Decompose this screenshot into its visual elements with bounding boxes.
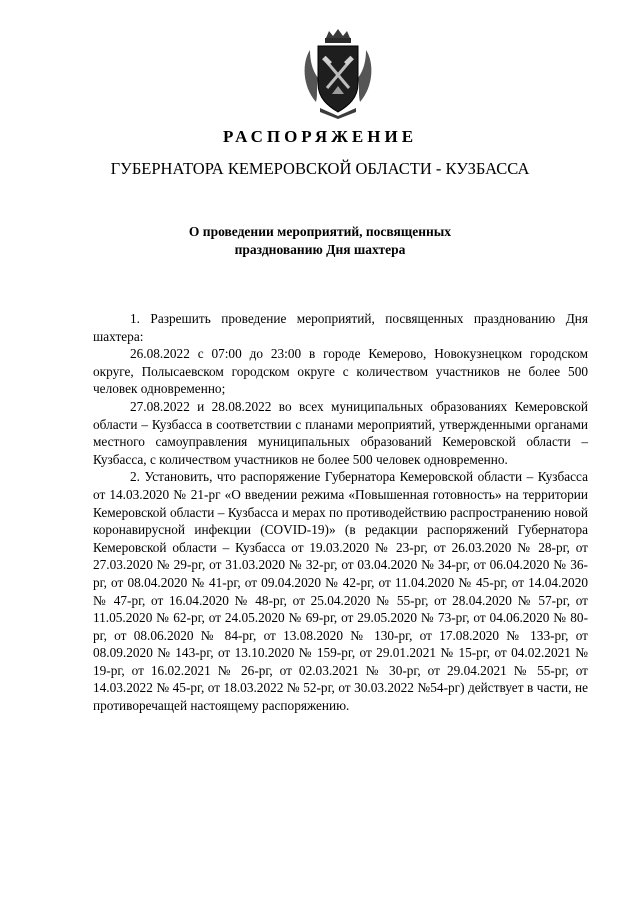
body-paragraph-4: 2. Установить, что распоряжение Губернатора Кемеровской области – Кузбасса от 14.03.2020 № 21-рг «О введении режима «Повышенная готовность» на территории Кемеровской области – Кузбасса и мерах по противодействию распространению новой коронавирусной инфекции (COVID-19)» (в редакции распоряжений Губернатора Кемеровской области – Кузбасса от 19.03.2020 № 23-рг, от 26.03.2020 № 28-рг, от 27.03.2020 № 29-рг, от 31.03.2020 № 32-рг, от 03.04.2020 № 34-рг, от 06.04.2020 № 36-рг, от 08.04.2020 № 41-рг, от 09.04.2020 № 42-рг, от 11.04.2020 № 45-рг, от 14.04.2020 № 47-рг, от 16.04.2020 № 48-рг, от 25.04.2020 № 55-рг, от 28.04.2020 № 57-рг, от 11.05.2020 № 62-рг, от 24.05.2020 № 69-рг, от 29.05.2020 № 73-рг, от 04.06.2020 № 80-рг, от 08.06.2020 № 84-рг, от 13.08.2020 № 130-рг, от 17.08.2020 № 133-рг, от 08.09.2020 № 143-рг, от 13.10.2020 № 159-рг, от 29.01.2021 № 15-рг, от 04.02.2021 № 19-рг, от 16.02.2021 № 26-рг, от 02.03.2021 № 30-рг, от 29.04.2021 № 55-рг, от 14.03.2022 № 45-рг, от 18.03.2022 № 52-рг, от 30.03.2022 №54-рг) действует в части, не противоречащей настоящему распоряжению. (93, 469, 588, 714)
document-body (93, 310, 588, 715)
subject-line-1: О проведении мероприятий, посвященных (188, 224, 452, 239)
subject-line-2: празднованию Дня шахтера (234, 242, 406, 257)
issuer-title: ГУБЕРНАТОРА КЕМЕРОВСКОЙ ОБЛАСТИ - КУЗБАССА (110, 159, 530, 178)
document-type-title: РАСПОРЯЖЕНИЕ (222, 127, 418, 146)
kemerovo-coat-of-arms-icon (296, 28, 380, 120)
body-paragraph-1: 1. Разрешить проведение мероприятий, посвященных празднованию Дня шахтера: (93, 311, 588, 344)
body-paragraph-3: 27.08.2022 и 28.08.2022 во всех муниципальных образованиях Кемеровской области – Кузбасса в соответствии с планами мероприятий, утвержденными органами местного самоуправления муниципальных образований Кемеровской области – Кузбасса, с количеством участников не более 500 человек одновременно. (93, 398, 588, 467)
document-subject (150, 223, 490, 259)
body-paragraph-2: 26.08.2022 с 07:00 до 23:00 в городе Кемерово, Новокузнецком городском округе, Полысаевском городском округе с количеством участников не более 500 человек одновременно; (93, 346, 588, 397)
